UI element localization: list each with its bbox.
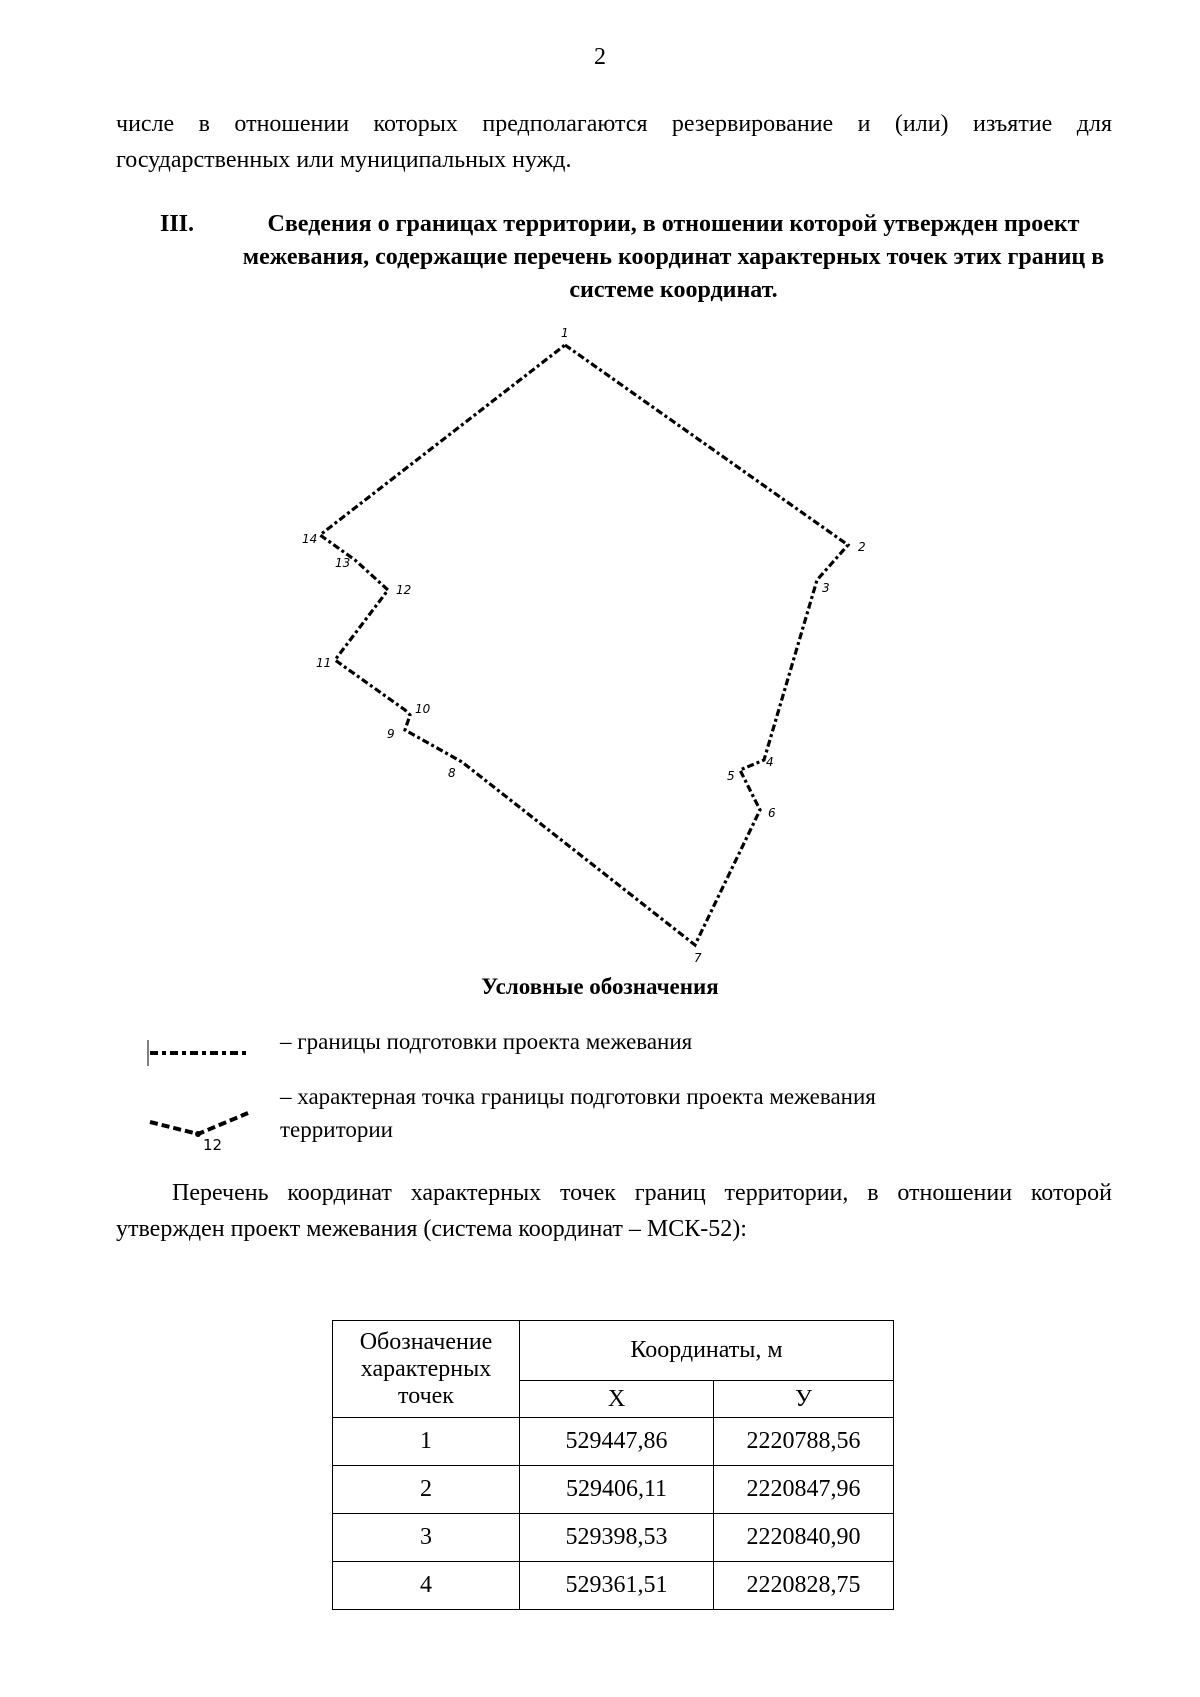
boundary-line bbox=[320, 345, 848, 945]
legend-item-boundary: – границы подготовки проекта межевания bbox=[280, 1029, 693, 1054]
cell-point: 3 bbox=[333, 1514, 520, 1562]
header-point: Обозначение характерных точек bbox=[333, 1321, 520, 1418]
point-label-2: 2 bbox=[858, 540, 866, 554]
header-y: У bbox=[714, 1381, 894, 1418]
point-label-14: 14 bbox=[302, 532, 318, 546]
cell-y: 2220847,96 bbox=[714, 1466, 894, 1514]
cell-point: 2 bbox=[333, 1466, 520, 1514]
section-number: III. bbox=[160, 211, 195, 237]
legend-point-label: 12 bbox=[203, 1136, 223, 1154]
point-label-10: 10 bbox=[415, 702, 431, 716]
point-label-6: 6 bbox=[768, 806, 776, 820]
page-number: 2 bbox=[594, 44, 606, 70]
cell-x: 529406,11 bbox=[520, 1466, 714, 1514]
cell-y: 2220788,56 bbox=[714, 1418, 894, 1466]
legend-point-symbol bbox=[150, 1113, 248, 1137]
table-row bbox=[333, 1466, 894, 1514]
header-x: Х bbox=[520, 1381, 714, 1418]
point-label-4: 4 bbox=[766, 755, 774, 769]
section-title: Сведения о границах территории, в отношении которой утвержден проект межевания, содержащие перечень координат характерных точек этих границ в системе координат. bbox=[242, 211, 1105, 303]
cell-x: 529447,86 bbox=[520, 1418, 714, 1466]
table-row bbox=[333, 1418, 894, 1466]
point-label-12: 12 bbox=[396, 583, 412, 597]
cell-point: 4 bbox=[333, 1562, 520, 1610]
coordinates-table bbox=[332, 1320, 894, 1610]
cell-y: 2220840,90 bbox=[714, 1514, 894, 1562]
point-label-8: 8 bbox=[448, 766, 456, 780]
legend-boundary-symbol bbox=[148, 1040, 250, 1066]
point-label-7: 7 bbox=[694, 951, 702, 965]
point-label-9: 9 bbox=[387, 727, 395, 741]
table-row bbox=[333, 1514, 894, 1562]
point-label-1: 1 bbox=[561, 326, 569, 340]
table-row bbox=[333, 1562, 894, 1610]
header-coordinates: Координаты, м bbox=[520, 1321, 894, 1381]
legend-title: Условные обозначения bbox=[481, 974, 719, 999]
cell-x: 529361,51 bbox=[520, 1562, 714, 1610]
point-label-3: 3 bbox=[822, 581, 830, 595]
cell-x: 529398,53 bbox=[520, 1514, 714, 1562]
intro-paragraph: Перечень координат характерных точек границ территории, в отношении которой утвержден проект межевания (система координат – МСК-52): bbox=[116, 1180, 1112, 1242]
point-label-11: 11 bbox=[316, 656, 332, 670]
point-label-13: 13 bbox=[335, 556, 351, 570]
cell-y: 2220828,75 bbox=[714, 1562, 894, 1610]
cell-point: 1 bbox=[333, 1418, 520, 1466]
legend-item-point: – характерная точка границы подготовки проекта межевания территории bbox=[280, 1084, 876, 1142]
continuation-paragraph: числе в отношении которых предполагаются резервирование и (или) изъятие для государственных или муниципальных нужд. bbox=[116, 111, 1112, 173]
point-label-5: 5 bbox=[727, 769, 735, 783]
